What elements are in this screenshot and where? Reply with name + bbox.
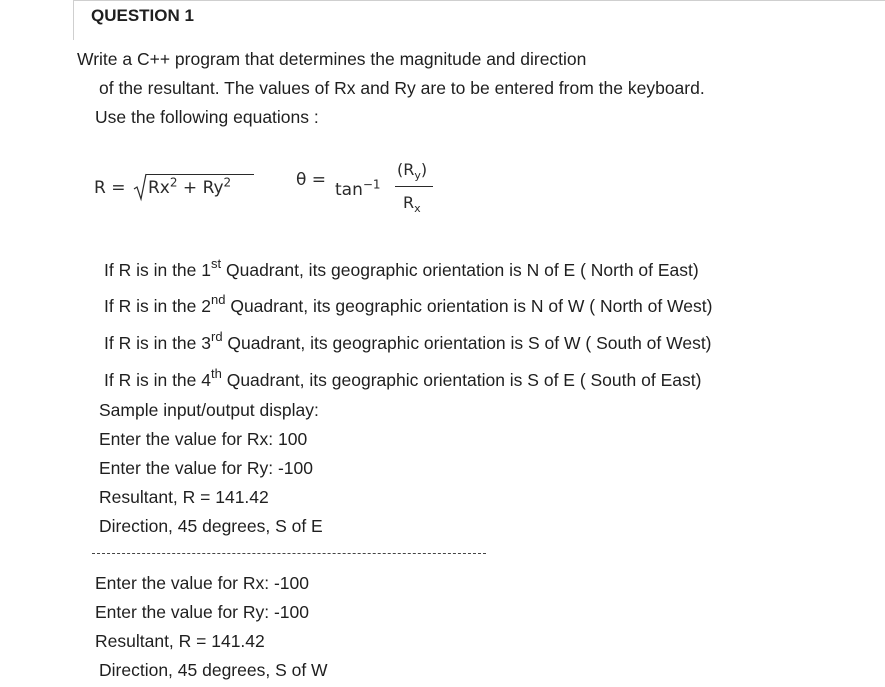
- quadrant-2-ordinal: nd: [211, 292, 226, 308]
- sample-heading: Sample input/output display:: [99, 400, 319, 420]
- eq-ry: Ry: [202, 178, 224, 198]
- frame-top-border: [73, 0, 885, 1]
- intro-line-3: Use the following equations :: [95, 107, 319, 127]
- eq-ry-exponent: 2: [223, 175, 232, 190]
- quadrant-line-3: [104, 329, 712, 354]
- intro-line-2: of the resultant. The values of Rx and Ry are to be entered from the keyboard.: [99, 78, 705, 98]
- sample1-ry-line: Enter the value for Ry: -100: [99, 458, 313, 478]
- quadrant-2-prefix: If R is in the 2: [104, 296, 211, 316]
- sample2-direction-line: Direction, 45 degrees, S of W: [99, 660, 328, 680]
- eq-num-close: ): [420, 160, 428, 179]
- sample1-direction-line: Direction, 45 degrees, S of E: [99, 516, 323, 536]
- eq-frac-denominator: [403, 193, 421, 216]
- question-title: QUESTION 1: [91, 6, 194, 25]
- quadrant-line-1: [104, 256, 699, 281]
- fraction-bar: [395, 186, 433, 187]
- eq-radicand: [148, 175, 232, 198]
- eq-den-r: R: [403, 193, 415, 212]
- eq-num-sub: y: [414, 169, 421, 183]
- eq-r-symbol: R: [94, 178, 106, 198]
- quadrant-line-4: [104, 366, 702, 391]
- intro-line-1: Write a C++ program that determines the magnitude and direction: [77, 49, 587, 69]
- quadrant-4-suffix: Quadrant, its geographic orientation is S of E ( South of East): [221, 370, 702, 390]
- quadrant-3-suffix: Quadrant, its geographic orientation is S of W ( South of West): [222, 333, 712, 353]
- eq-rx: Rx: [148, 178, 170, 198]
- eq-tan: [335, 177, 381, 200]
- eq-tan-text: tan: [335, 180, 363, 200]
- eq-theta: θ =: [296, 170, 327, 190]
- eq-inverse-exponent: −1: [362, 177, 381, 192]
- eq-plus: +: [182, 178, 198, 198]
- eq-equals-sign: =: [111, 178, 126, 198]
- sample2-rx-line: Enter the value for Rx: -100: [95, 573, 309, 593]
- sample2-ry-line: Enter the value for Ry: -100: [95, 602, 309, 622]
- eq-den-sub: x: [414, 202, 421, 216]
- quadrant-1-ordinal: st: [211, 256, 222, 272]
- quadrant-3-ordinal: rd: [211, 329, 223, 345]
- quadrant-1-suffix: Quadrant, its geographic orientation is N of E ( North of East): [221, 260, 699, 280]
- sample2-result-line: Resultant, R = 141.42: [95, 631, 265, 651]
- sqrt-radical-icon: [133, 172, 147, 202]
- eq-num-r: (R: [397, 160, 415, 179]
- quadrant-3-prefix: If R is in the 3: [104, 333, 211, 353]
- quadrant-2-suffix: Quadrant, its geographic orientation is N of W ( North of West): [225, 296, 713, 316]
- quadrant-4-ordinal: th: [211, 366, 222, 382]
- sample1-rx-line: Enter the value for Rx: 100: [99, 429, 308, 449]
- frame-left-border: [73, 0, 74, 40]
- eq-r-lhs: [94, 178, 125, 198]
- quadrant-4-prefix: If R is in the 4: [104, 370, 211, 390]
- dashed-separator: [92, 553, 486, 554]
- quadrant-1-prefix: If R is in the 1: [104, 260, 211, 280]
- sqrt-overbar: [146, 174, 254, 175]
- eq-rx-exponent: 2: [169, 175, 178, 190]
- quadrant-line-2: [104, 292, 713, 317]
- sample1-result-line: Resultant, R = 141.42: [99, 487, 269, 507]
- eq-frac-numerator: [397, 160, 428, 183]
